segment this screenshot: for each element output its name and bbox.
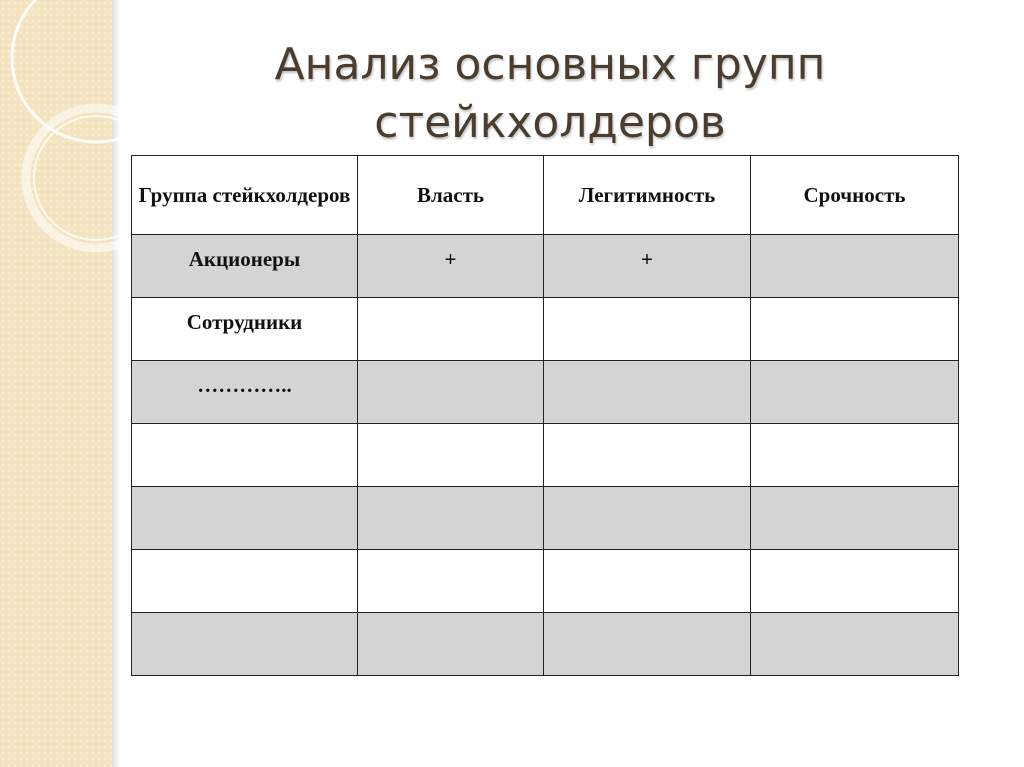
table-cell (132, 424, 358, 487)
table-cell (544, 424, 751, 487)
table-row (132, 298, 959, 361)
table-cell (544, 613, 751, 676)
table-cell: Сотрудники (132, 298, 358, 361)
table-cell (751, 550, 959, 613)
table-cell (544, 487, 751, 550)
table-row (132, 613, 959, 676)
header-power: Власть (358, 156, 544, 235)
page-title (200, 36, 900, 152)
table-row (132, 424, 959, 487)
table-cell (358, 487, 544, 550)
header-legitimacy: Легитимность (544, 156, 751, 235)
table-cell (751, 613, 959, 676)
table-cell (132, 487, 358, 550)
table-cell (751, 424, 959, 487)
table-cell (358, 424, 544, 487)
table-cell (132, 550, 358, 613)
page-title-line-1: Анализ основных групп (274, 39, 826, 90)
table-cell (751, 487, 959, 550)
table-cell: + (544, 235, 751, 298)
table-cell (751, 235, 959, 298)
table-row (132, 361, 959, 424)
table-cell (358, 550, 544, 613)
header-urgency: Срочность (751, 156, 959, 235)
table-cell: ………….. (132, 361, 358, 424)
table-cell (544, 298, 751, 361)
table-cell (751, 298, 959, 361)
table-cell: Акционеры (132, 235, 358, 298)
table-row (132, 487, 959, 550)
table-cell (358, 298, 544, 361)
stakeholder-table (131, 155, 959, 676)
table-header-row (132, 156, 959, 235)
table-row (132, 550, 959, 613)
header-group: Группа стейкхолдеров (132, 156, 358, 235)
table-cell (132, 613, 358, 676)
page-title-line-2: стейкхолдеров (374, 97, 726, 148)
table-cell (544, 550, 751, 613)
table-cell (544, 361, 751, 424)
table-cell (358, 613, 544, 676)
table-row (132, 235, 959, 298)
table-cell (358, 361, 544, 424)
table-cell (751, 361, 959, 424)
table-cell: + (358, 235, 544, 298)
